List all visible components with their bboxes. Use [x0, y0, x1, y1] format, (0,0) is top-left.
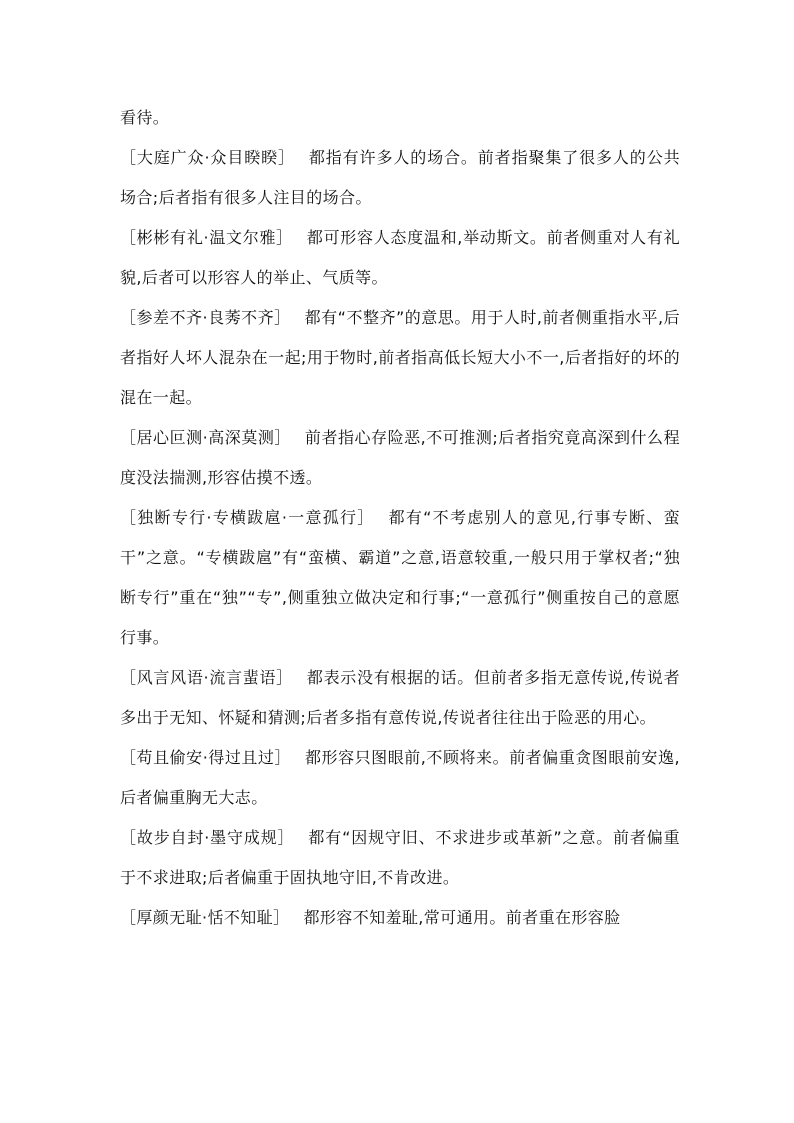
entry-text: 都表示没有根据的话。但前者多指无意传说,传说者多出于无知、怀疑和猜测;后者多指有意传说,传说者往往出于险恶的用心。: [120, 668, 680, 727]
entry-paragraph: [120, 418, 680, 498]
entry-paragraph: [120, 658, 680, 738]
entry-text: 都有“因规守旧、不求进步或革新”之意。前者偏重于不求进取;后者偏重于固执地守旧,不肯改进。: [120, 828, 680, 887]
entry-paragraph: [120, 138, 680, 218]
document-body: [120, 98, 680, 938]
entry-paragraph: [120, 818, 680, 898]
entry-term: ［居心叵测·高深莫测］: [120, 428, 291, 447]
entry-term: ［独断专行·专横跋扈·一意孤行］: [120, 508, 375, 527]
entry-paragraph: [120, 898, 680, 938]
entry-term: ［彬彬有礼·温文尔雅］: [120, 228, 293, 247]
continuation-paragraph: 看待。: [120, 108, 170, 127]
entry-term: ［风言风语·流言蜚语］: [120, 668, 293, 687]
entry-text: 都有“不整齐”的意思。用于人时,前者侧重指水平,后者指好人坏人混杂在一起;用于物时,前者指高低长短大小不一,后者指好的坏的混在一起。: [120, 308, 680, 407]
entry-text: 都有“不考虑别人的意见,行事专断、蛮干”之意。“专横跋扈”有“蛮横、霸道”之意,语意较重,一般只用于掌权者;“独断专行”重在“独”“专”,侧重独立做决定和行事;“一意孤行”侧重按自己的意愿行事。: [120, 508, 680, 647]
entry-term: ［故步自封·墨守成规］: [120, 828, 295, 847]
entry-term: ［参差不齐·良莠不齐］: [120, 308, 291, 327]
entry-text: 前者指心存险恶,不可推测;后者指究竟高深到什么程度没法揣测,形容估摸不透。: [120, 428, 680, 487]
entry-term: ［厚颜无耻·恬不知耻］: [120, 908, 290, 927]
entry-text: 都可形容人态度温和,举动斯文。前者侧重对人有礼貌,后者可以形容人的举止、气质等。: [120, 228, 680, 287]
entry-paragraph: [120, 298, 680, 418]
entry-term: ［苟且偷安·得过且过］: [120, 748, 292, 767]
entry-paragraph: [120, 498, 680, 658]
entry-text: 都形容只图眼前,不顾将来。前者偏重贪图眼前安逸,后者偏重胸无大志。: [120, 748, 680, 807]
entry-paragraph: [120, 218, 680, 298]
entry-term: ［大庭广众·众目睽睽］: [120, 148, 295, 167]
entry-text: 都指有许多人的场合。前者指聚集了很多人的公共场合;后者指有很多人注目的场合。: [120, 148, 680, 207]
entry-text: 都形容不知羞耻,常可通用。前者重在形容脸: [303, 908, 621, 927]
entry-paragraph: [120, 738, 680, 818]
